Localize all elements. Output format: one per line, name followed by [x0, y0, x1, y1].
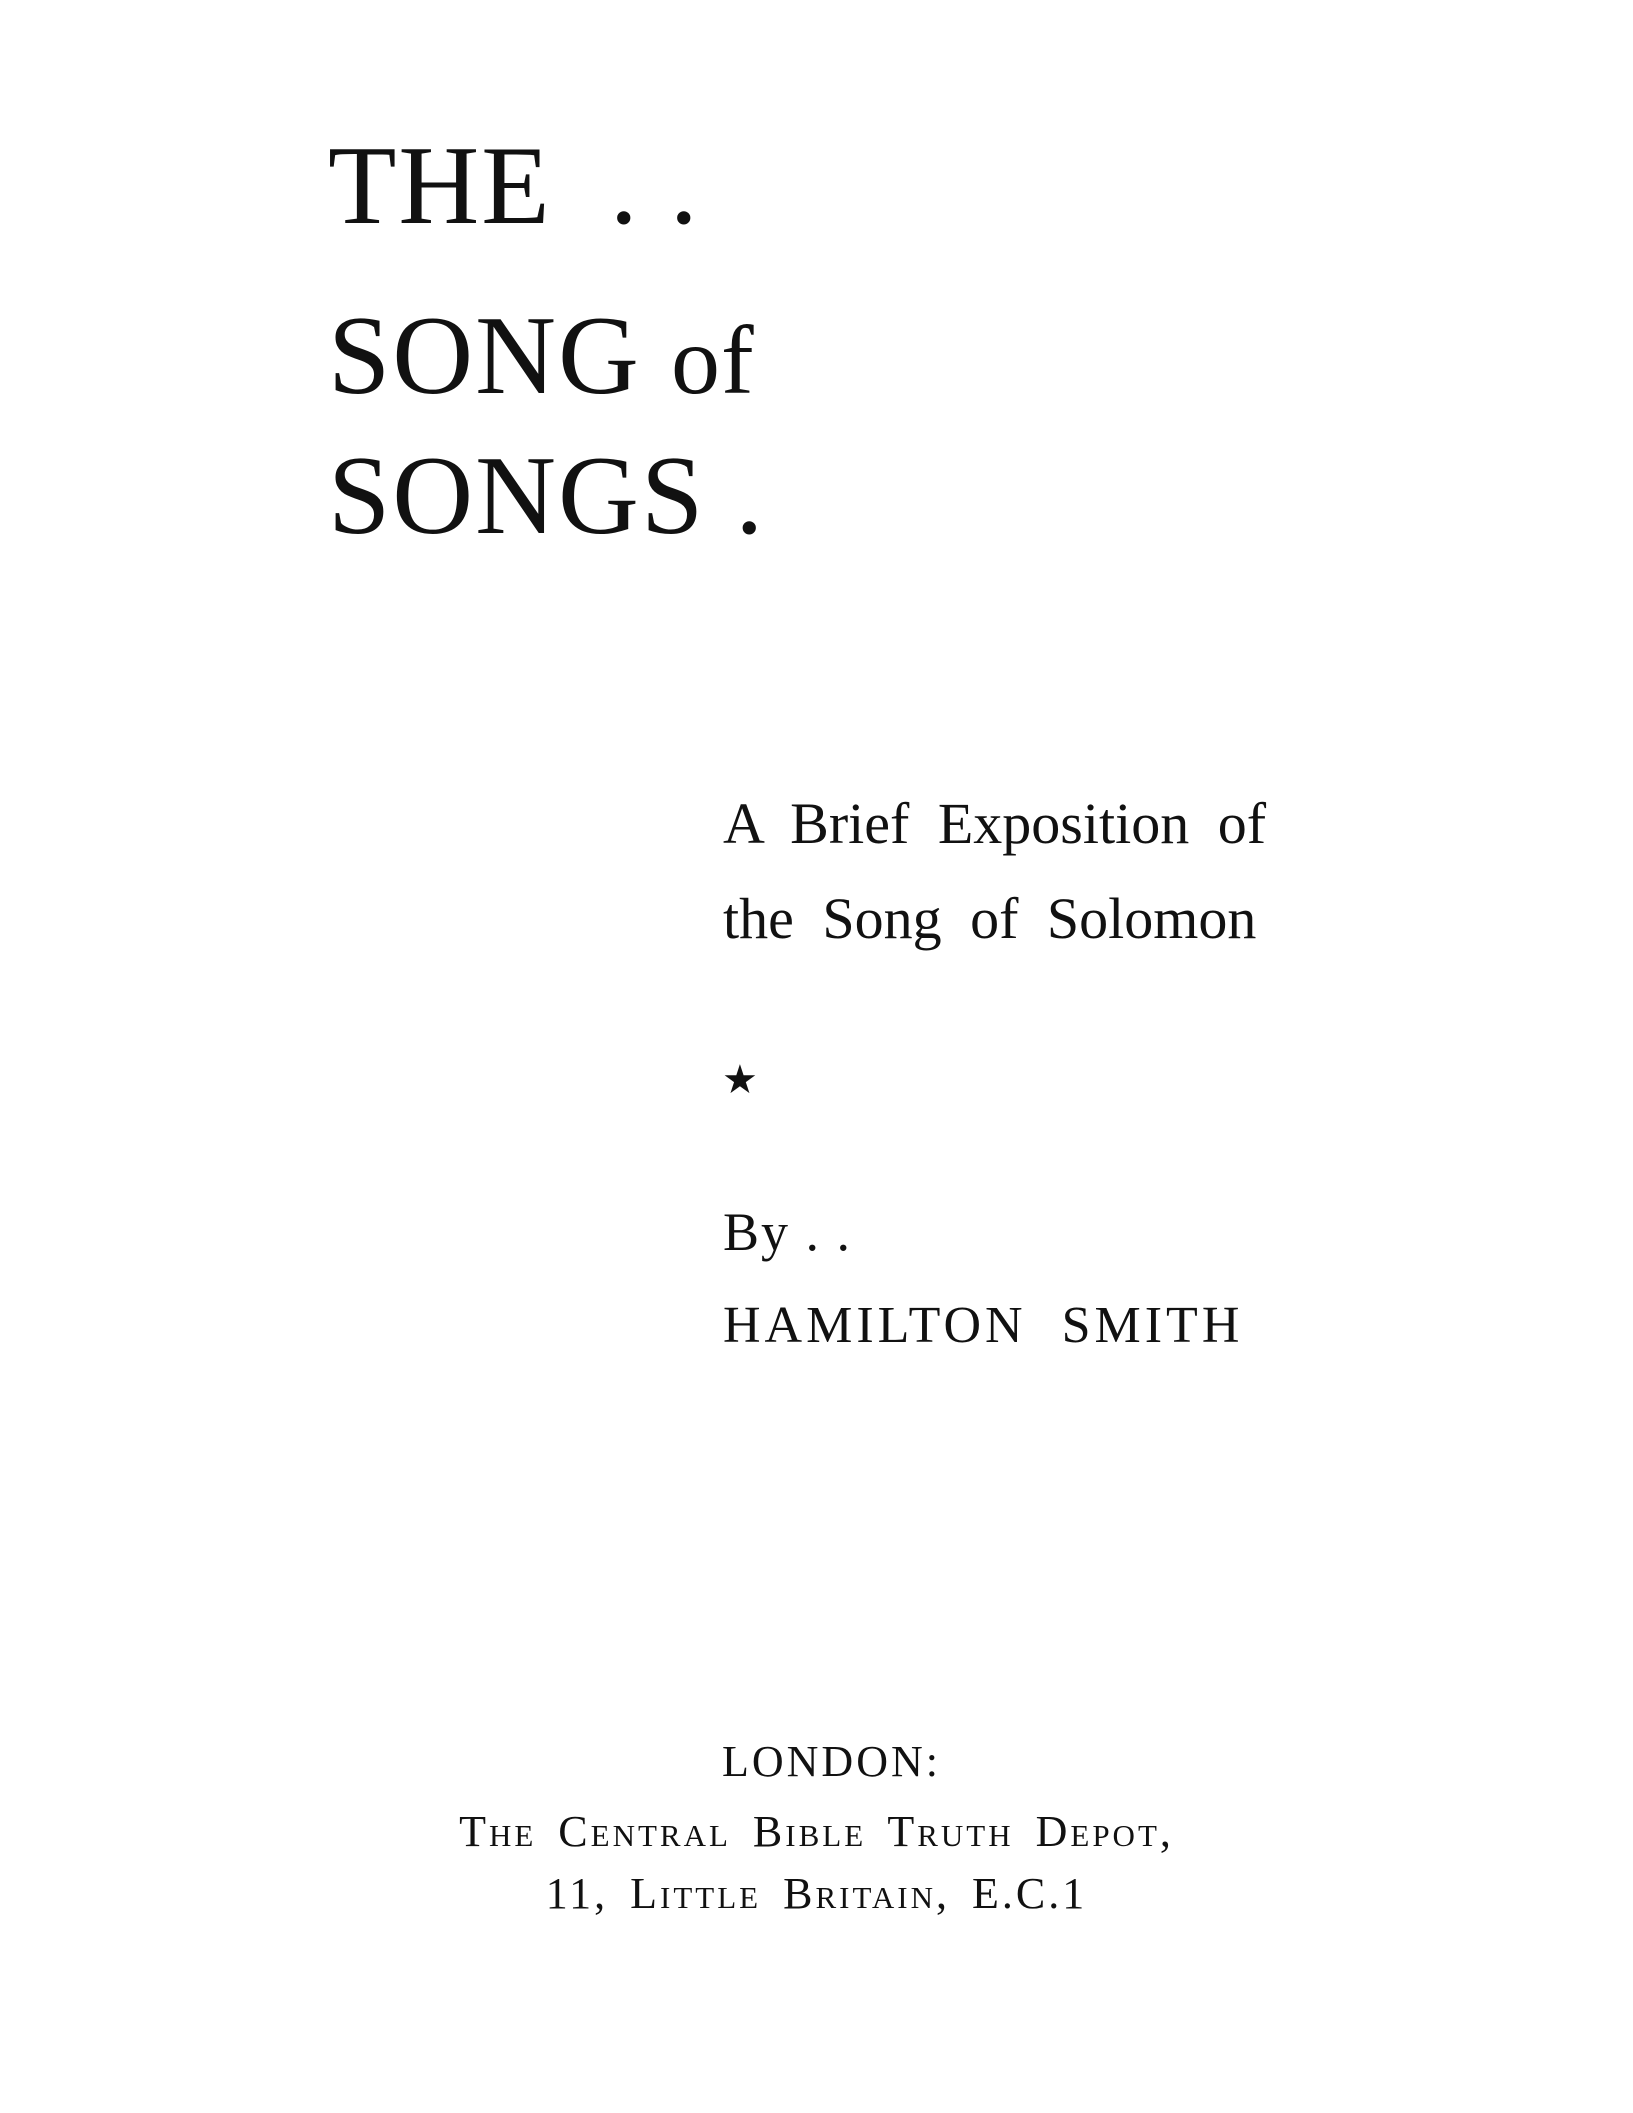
- byline-by: By . .: [723, 1202, 853, 1262]
- title-final-dot: .: [735, 434, 766, 558]
- title-dots: . .: [609, 124, 700, 248]
- imprint-city: LONDON:: [722, 1737, 941, 1786]
- imprint-publisher: The Central Bible Truth Depot,: [459, 1807, 1174, 1856]
- subtitle-line-1: A Brief Exposition of: [723, 791, 1267, 856]
- title-word-song: SONG: [328, 294, 641, 418]
- title-line-2: [328, 294, 755, 418]
- title-word-the: THE: [328, 124, 552, 248]
- title-line-3: [328, 434, 766, 558]
- title-word-songs: SONGS: [328, 434, 706, 558]
- subtitle-line-2: the Song of Solomon: [723, 886, 1257, 951]
- imprint-address: 11, Little Britain, E.C.1: [545, 1869, 1088, 1918]
- author-name: HAMILTON SMITH: [723, 1297, 1244, 1354]
- star-ornament-icon: ★: [722, 1057, 758, 1102]
- title-line-1: [328, 124, 700, 248]
- title-word-of: of: [670, 307, 755, 415]
